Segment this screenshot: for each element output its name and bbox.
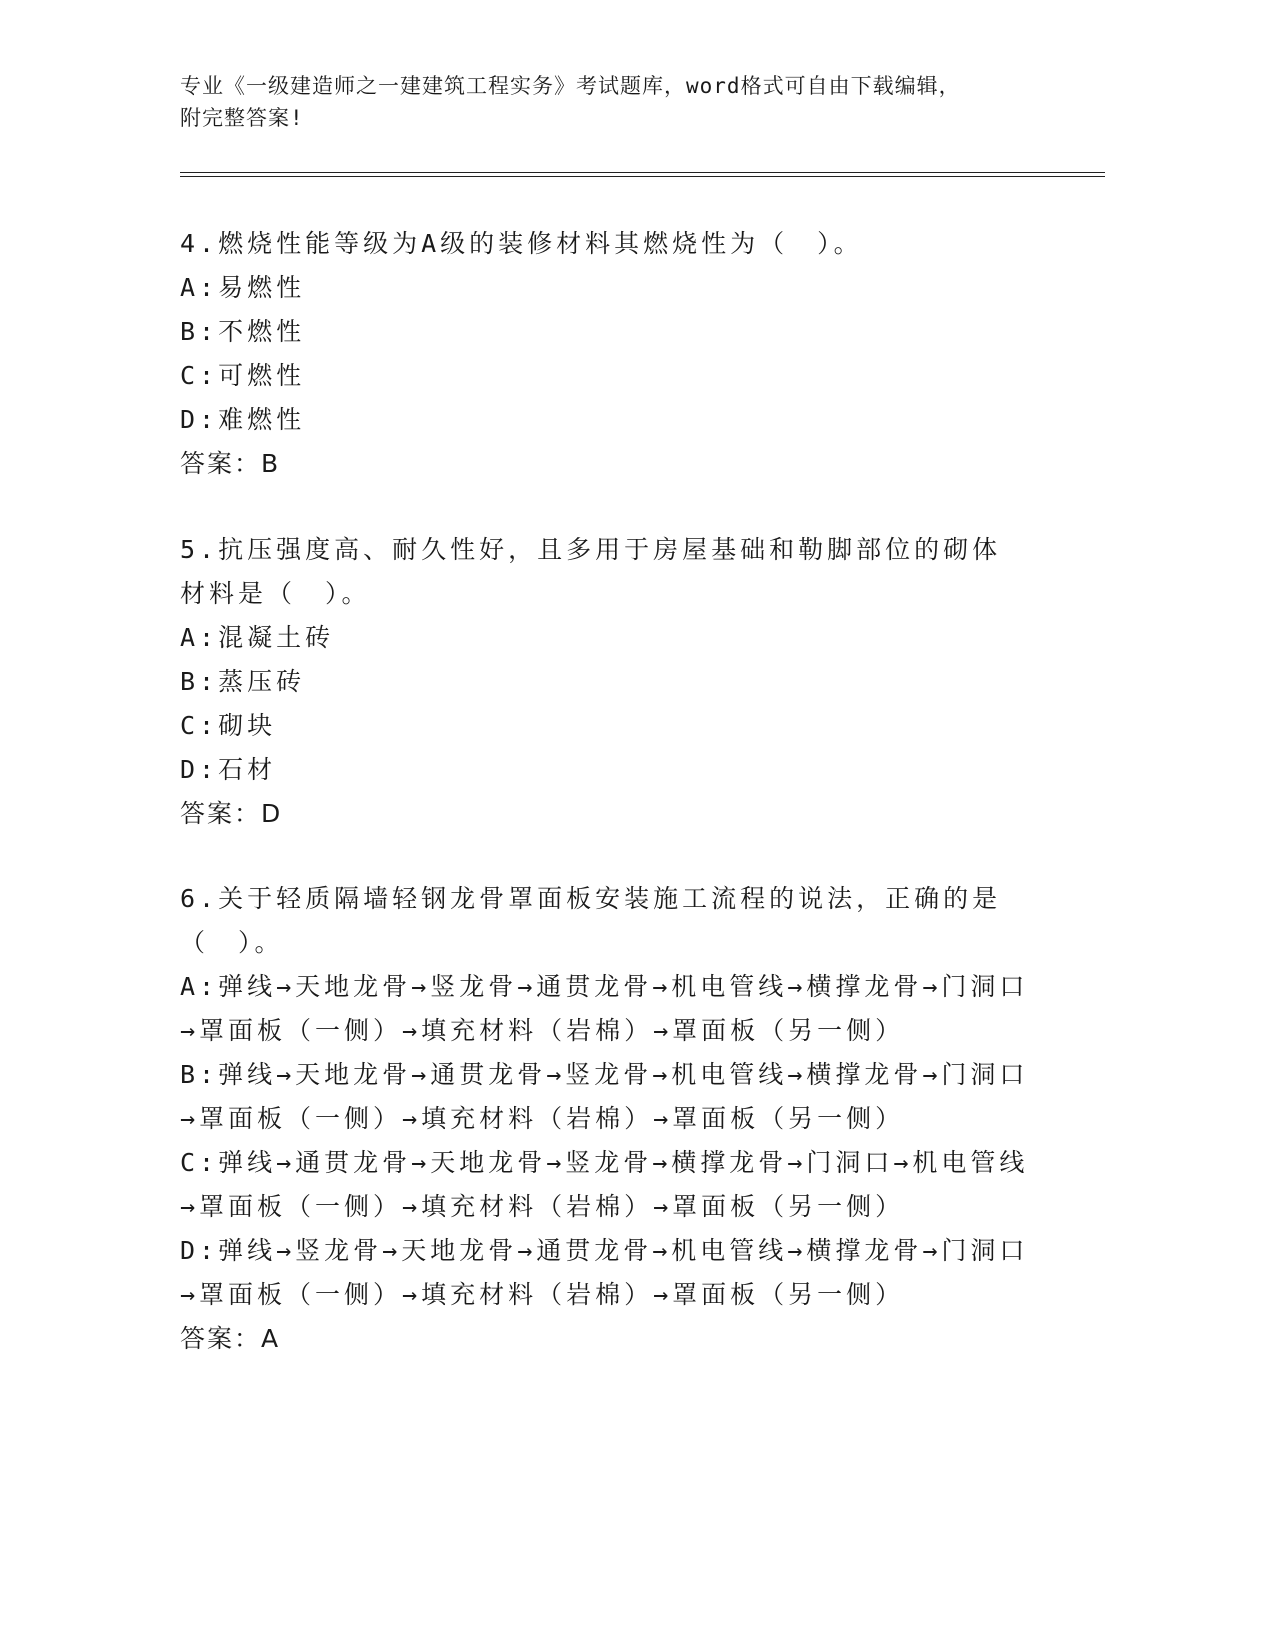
header-line-1: 专业《一级建造师之一建建筑工程实务》考试题库，word格式可自由下载编辑， [180,74,961,98]
document-header [180,70,1105,134]
answer: 答案：A [180,1324,281,1353]
question-stem: 6.关于轻质隔墙轻钢龙骨罩面板安装施工流程的说法，正确的是（ ）。 [180,884,1002,957]
header-line-2: 附完整答案! [180,106,304,130]
option-c: C:弹线→通贯龙骨→天地龙骨→竖龙骨→横撑龙骨→门洞口→机电管线→罩面板（一侧）→填充材料（岩棉）→罩面板（另一侧） [180,1148,1029,1221]
answer: 答案：D [180,799,283,828]
option-a: A:弹线→天地龙骨→竖龙骨→通贯龙骨→机电管线→横撑龙骨→门洞口→罩面板（一侧）→填充材料（岩棉）→罩面板（另一侧） [180,972,1029,1045]
option-b: B:不燃性 [180,317,306,346]
option-d: D:弹线→竖龙骨→天地龙骨→通贯龙骨→机电管线→横撑龙骨→门洞口→罩面板（一侧）→填充材料（岩棉）→罩面板（另一侧） [180,1236,1029,1309]
option-b: B:弹线→天地龙骨→通贯龙骨→竖龙骨→机电管线→横撑龙骨→门洞口→罩面板（一侧）→填充材料（岩棉）→罩面板（另一侧） [180,1060,1029,1133]
question-5 [180,528,1105,836]
question-4 [180,222,1105,486]
answer: 答案：B [180,449,281,478]
question-6 [180,877,1105,1361]
option-b: B:蒸压砖 [180,667,306,696]
option-c: C:可燃性 [180,361,306,390]
option-d: D:难燃性 [180,405,306,434]
question-stem: 5.抗压强度高、耐久性好，且多用于房屋基础和勒脚部位的砌体材料是（ ）。 [180,535,1002,608]
option-a: A:易燃性 [180,273,306,302]
option-d: D:石材 [180,755,277,784]
option-a: A:混凝土砖 [180,623,335,652]
header-double-rule [180,172,1105,177]
option-c: C:砌块 [180,711,277,740]
question-stem: 4.燃烧性能等级为A级的装修材料其燃烧性为（ ）。 [180,229,863,258]
